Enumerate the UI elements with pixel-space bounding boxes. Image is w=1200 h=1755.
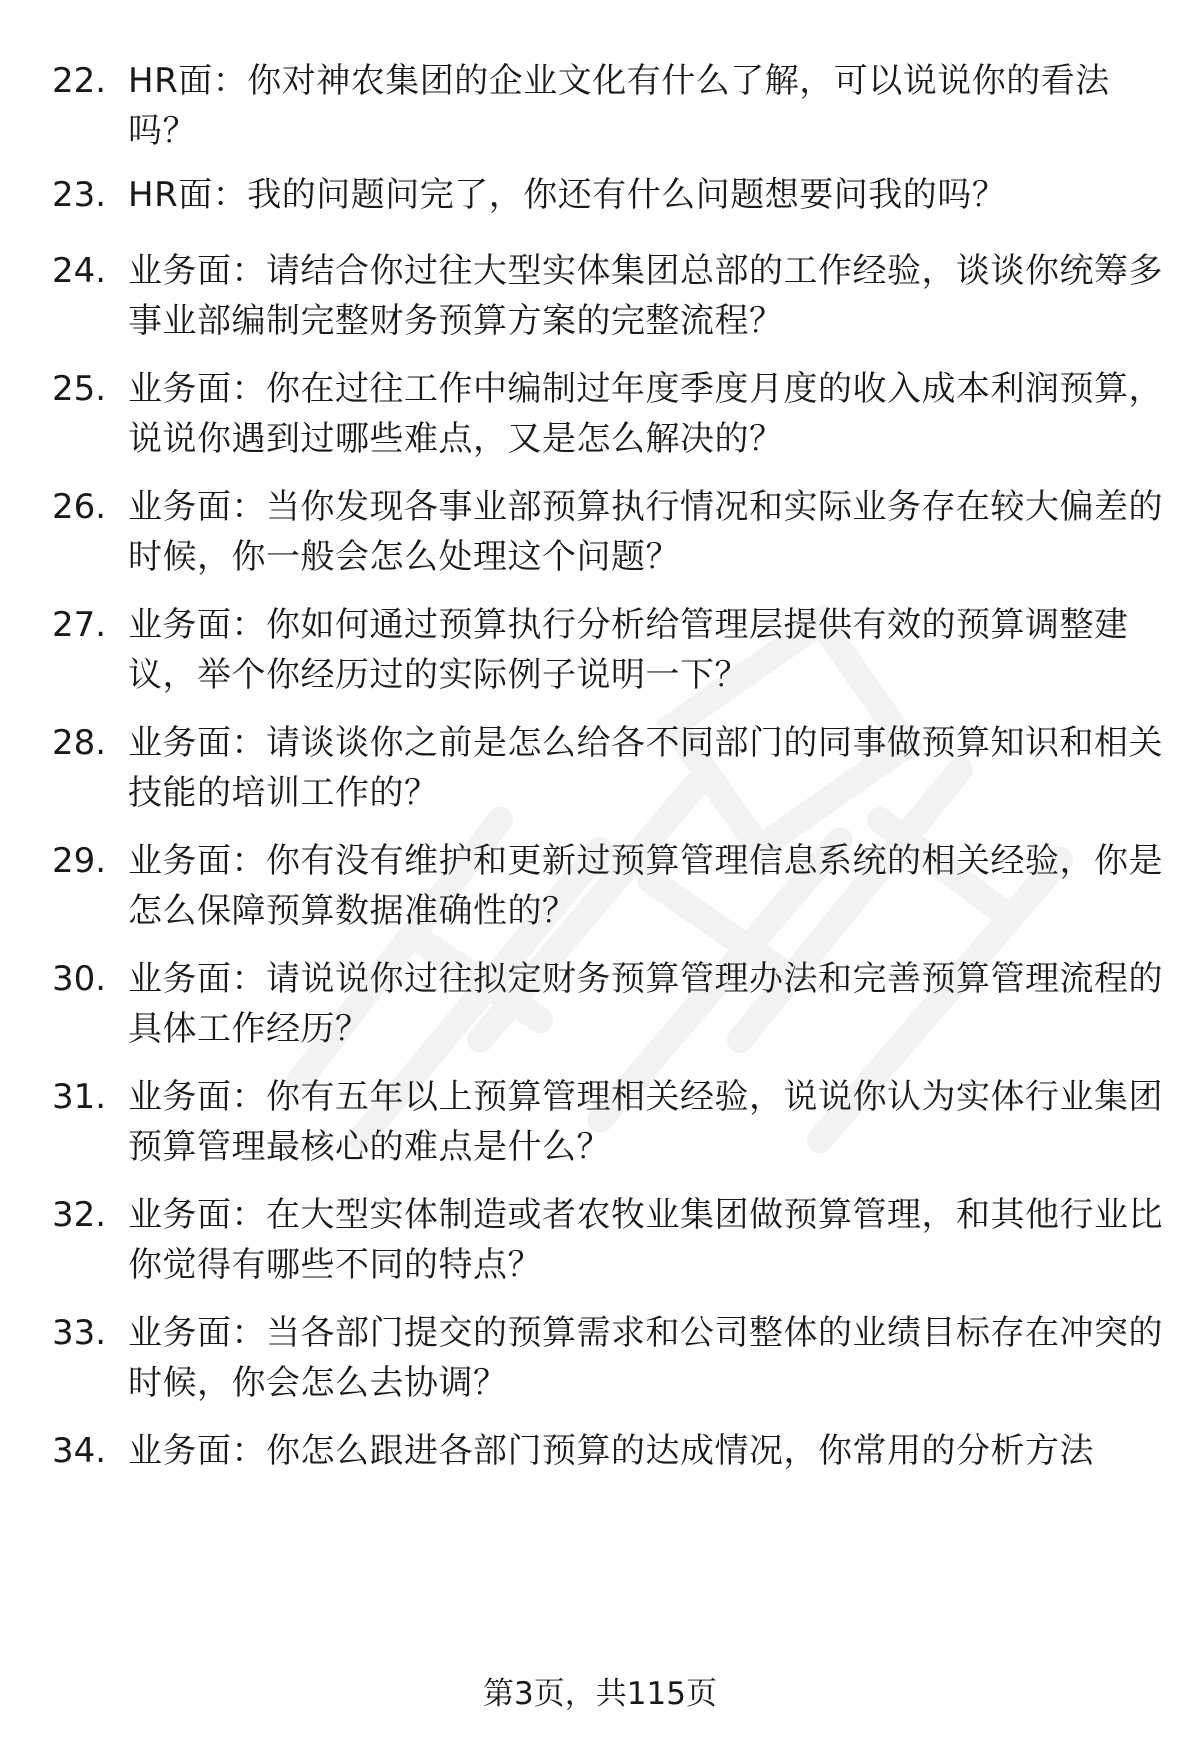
- question-text: 业务面：你有五年以上预算管理相关经验，说说你认为实体行业集团预算管理最核心的难点是什么？: [128, 1077, 1163, 1167]
- question-text: 业务面：你怎么跟进各部门预算的达成情况，你常用的分析方法: [128, 1431, 1094, 1471]
- question-number: 32.: [52, 1195, 107, 1235]
- question-number: 27.: [52, 605, 107, 645]
- question-number: 31.: [52, 1077, 107, 1117]
- question-number: 26.: [52, 487, 107, 527]
- question-text: 业务面：你在过往工作中编制过年度季度月度的收入成本利润预算，说说你遇到过哪些难点，又是怎么解决的？: [128, 369, 1163, 459]
- page-footer: 第3页，共115页: [483, 1676, 717, 1712]
- question-number: 30.: [52, 959, 107, 999]
- question-text: HR面：我的问题问完了，你还有什么问题想要问我的吗？: [128, 175, 1007, 215]
- question-number: 28.: [52, 723, 107, 763]
- question-text: 业务面：你如何通过预算执行分析给管理层提供有效的预算调整建议，举个你经历过的实际例子说明一下？: [128, 605, 1129, 695]
- question-text: 业务面：请谈谈你之前是怎么给各不同部门的同事做预算知识和相关技能的培训工作的？: [128, 723, 1163, 813]
- question-number: 34.: [52, 1431, 107, 1471]
- question-text: HR面：你对神农集团的企业文化有什么了解，可以说说你的看法吗？: [128, 61, 1110, 151]
- question-text: 业务面：当你发现各事业部预算执行情况和实际业务存在较大偏差的时候，你一般会怎么处理这个问题？: [128, 487, 1163, 577]
- question-number: 25.: [52, 369, 107, 409]
- question-number: 23.: [52, 175, 107, 215]
- question-number: 24.: [52, 251, 107, 291]
- question-text: 业务面：请说说你过往拟定财务预算管理办法和完善预算管理流程的具体工作经历？: [128, 959, 1163, 1049]
- question-text: 业务面：在大型实体制造或者农牧业集团做预算管理，和其他行业比你觉得有哪些不同的特点？: [128, 1195, 1163, 1285]
- question-text: 业务面：你有没有维护和更新过预算管理信息系统的相关经验，你是怎么保障预算数据准确性的？: [128, 841, 1163, 931]
- question-number: 29.: [52, 841, 107, 881]
- question-number: 22.: [52, 61, 107, 101]
- question-number: 33.: [52, 1313, 107, 1353]
- question-text: 业务面：请结合你过往大型实体集团总部的工作经验，谈谈你统筹多事业部编制完整财务预算方案的完整流程？: [128, 251, 1163, 341]
- question-text: 业务面：当各部门提交的预算需求和公司整体的业绩目标存在冲突的时候，你会怎么去协调？: [128, 1313, 1163, 1403]
